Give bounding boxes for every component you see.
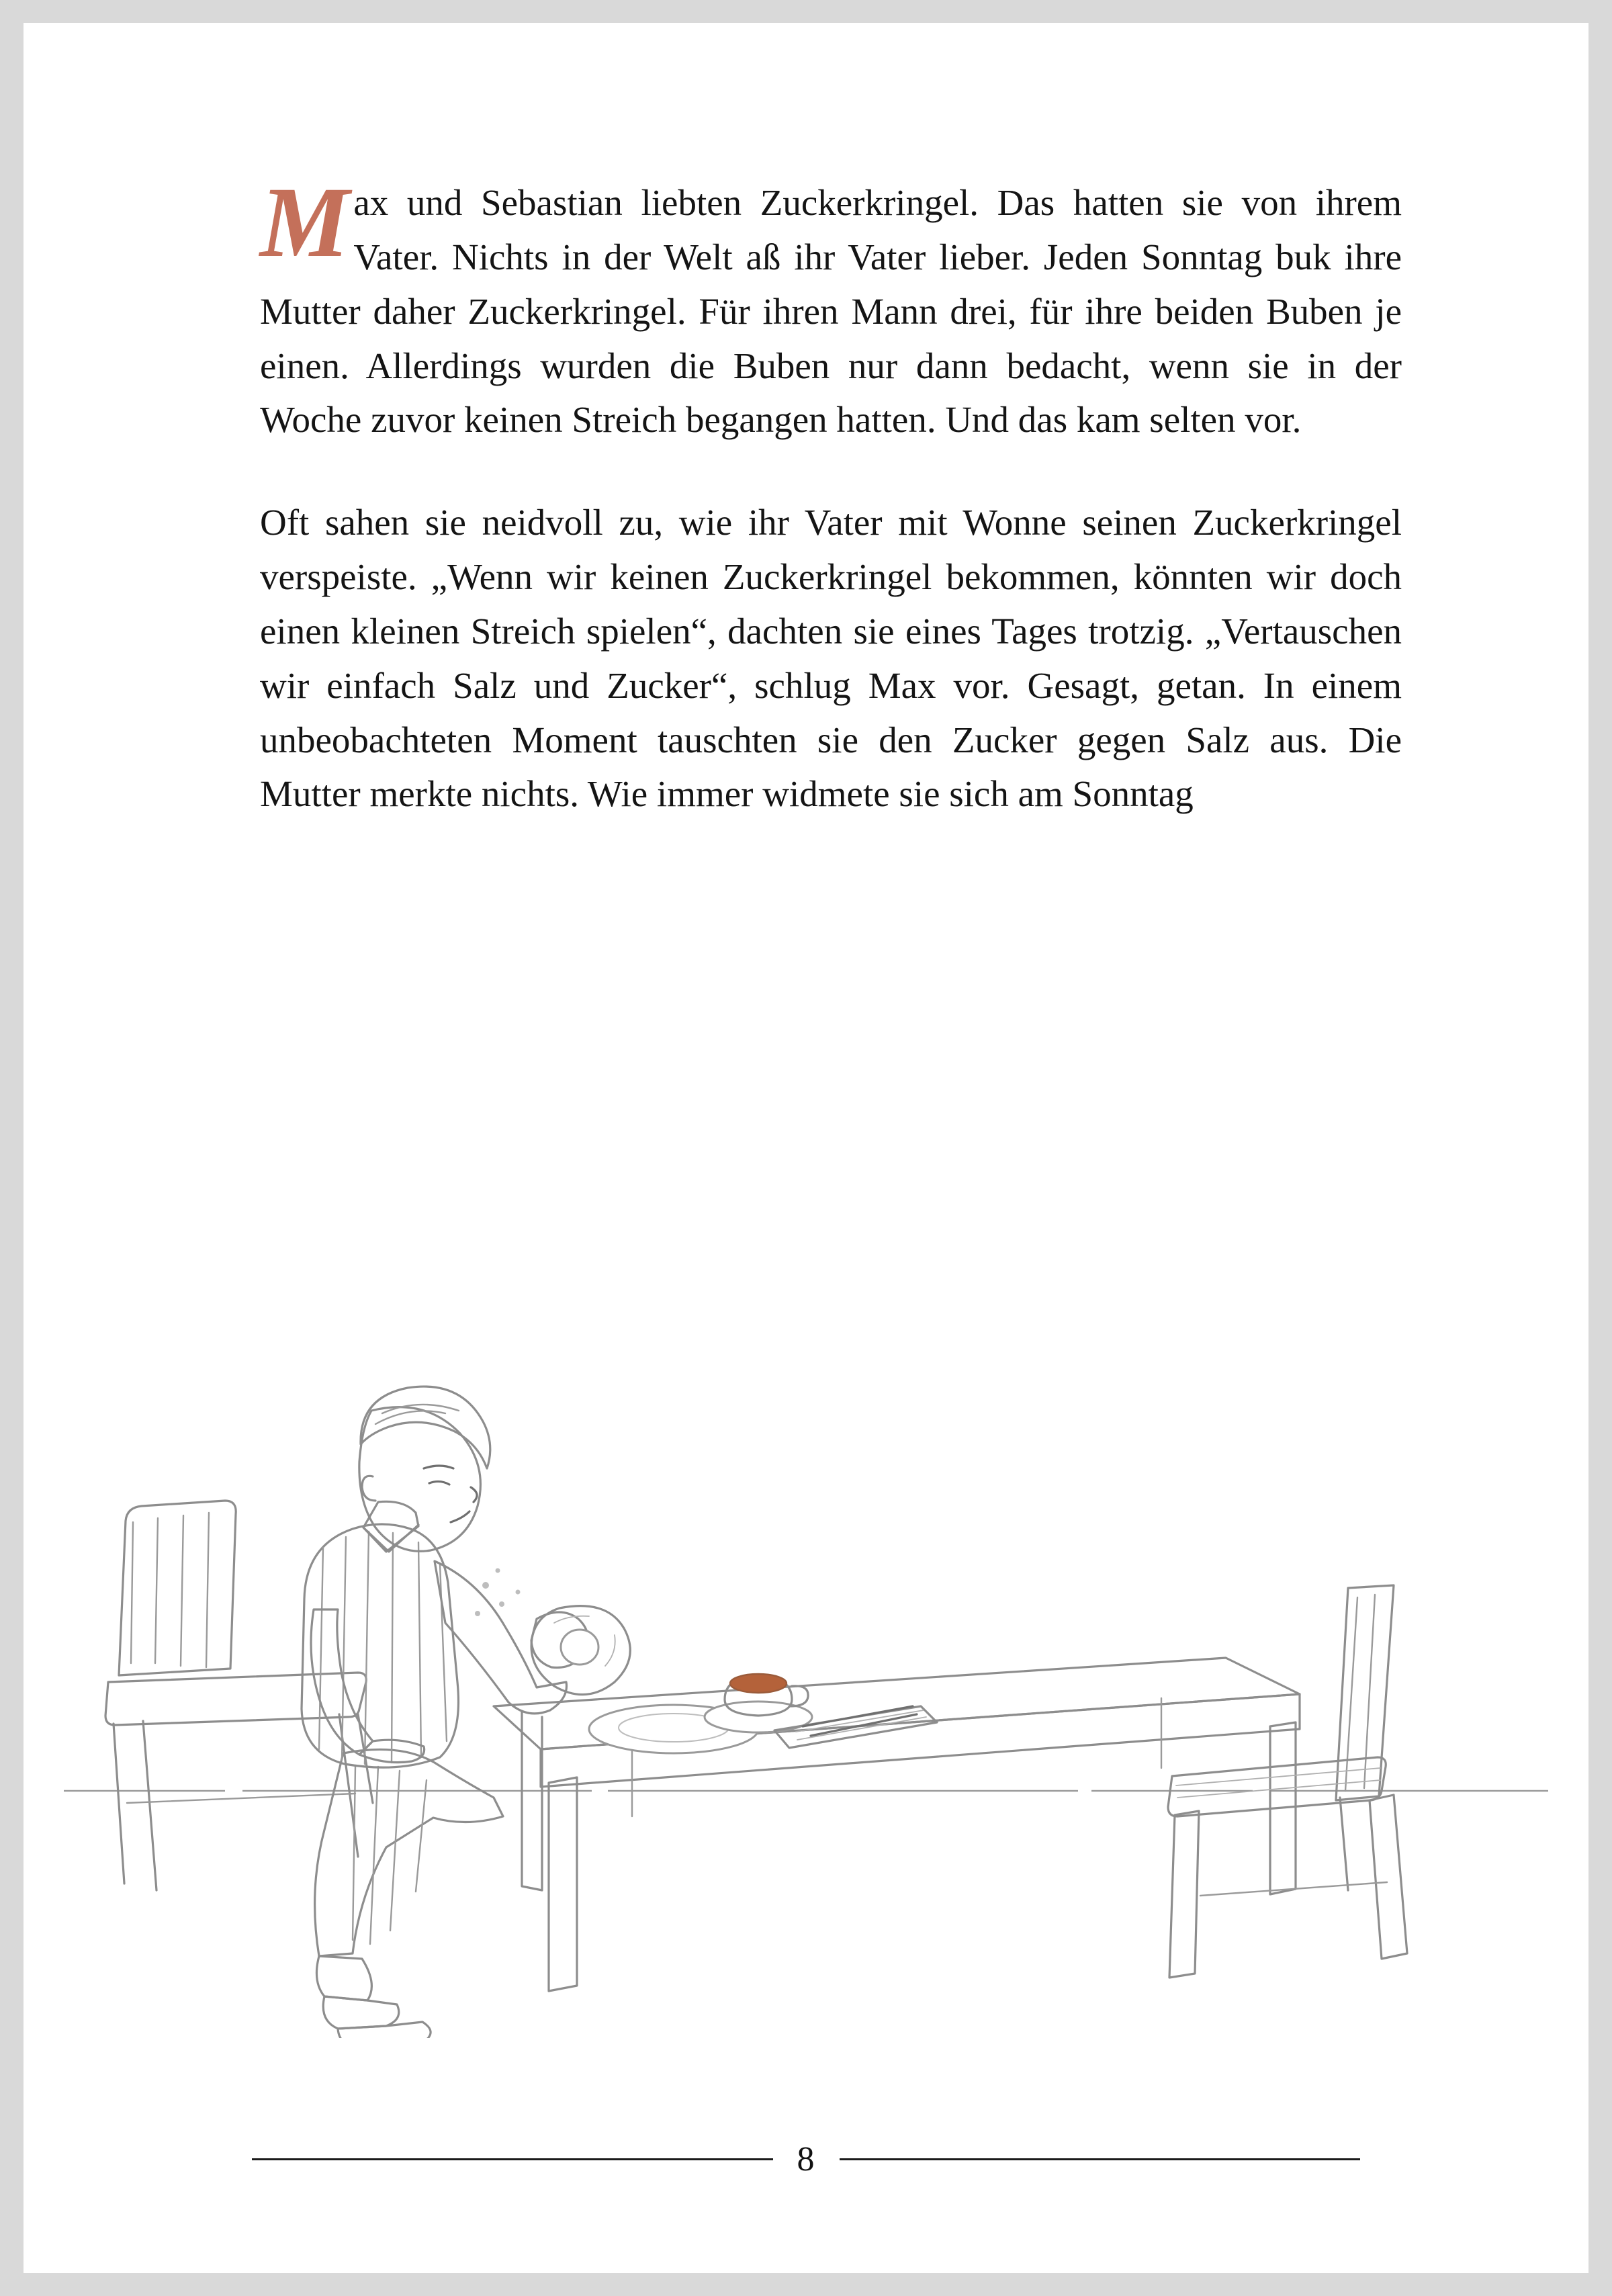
chair-right xyxy=(1168,1585,1407,1978)
paragraph-2-text: Oft sahen sie neidvoll zu, wie ihr Vater mit Wonne seinen Zuckerkringel verspeiste. „Wenn wir keinen Zuckerkringel bekommen, könnten wir doch einen kleinen Streich spielen“, dachten sie eines Tages trotzig. „Vertauschen wir einfach Salz und Zucker“, schlug Max vor. Gesagt, getan. In einem unbeobachteten Moment tauschten sie den Zucker gegen Salz aus. Die Mutter merkte nichts. Wie immer widmete sie sich am Sonntag xyxy=(260,502,1402,815)
paragraph-2 xyxy=(260,496,1402,822)
chair-left xyxy=(105,1501,373,1890)
drop-cap: M xyxy=(260,167,350,278)
page-footer xyxy=(252,2139,1360,2179)
body-text xyxy=(260,167,1402,822)
man-figure xyxy=(302,1386,630,2038)
paragraph-1 xyxy=(260,167,1402,447)
crumbs xyxy=(475,1569,521,1617)
table-items xyxy=(589,1674,937,1753)
page-number: 8 xyxy=(797,2140,815,2178)
paragraph-1-text: ax und Sebastian liebten Zuckerkringel. Das hatten sie von ihrem Vater. Nichts in der Welt aß ihr Vater lieber. Jeden Sonntag buk ihre Mutter daher Zuckerkringel. Für ihren Mann drei, für ihre beiden Buben je einen. Allerdings wurden die Buben nur dann bedacht, wenn sie in der Woche zuvor keinen Streich begangen hatten. Und das kam selten vor. xyxy=(260,182,1402,441)
dining-table xyxy=(494,1658,1300,1991)
footer-rule-right xyxy=(840,2158,1361,2160)
book-page xyxy=(24,23,1588,2273)
illustration-man-eating-pastry xyxy=(24,1212,1588,2038)
footer-rule-left xyxy=(252,2158,773,2160)
pastry-zuckerkringel xyxy=(531,1606,630,1695)
